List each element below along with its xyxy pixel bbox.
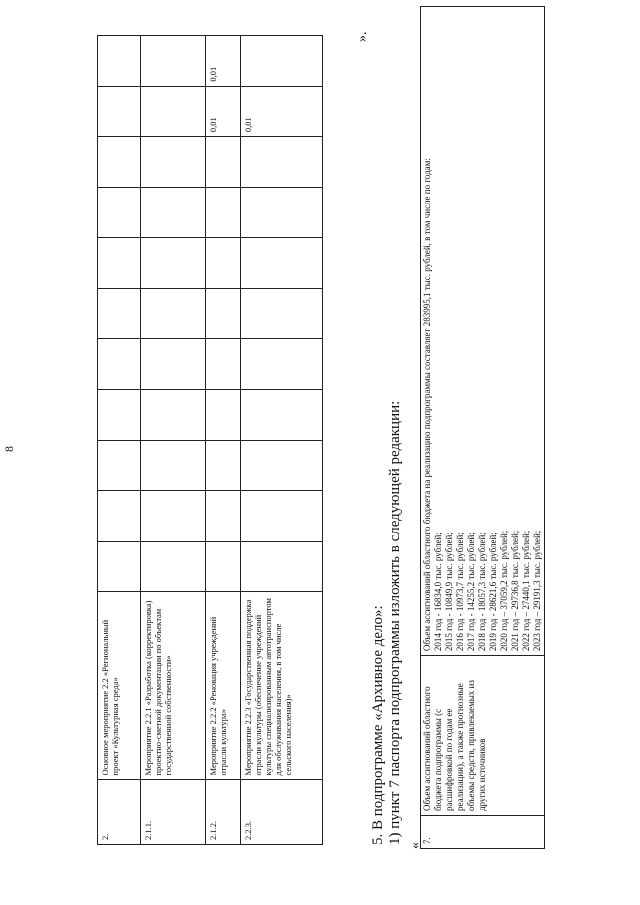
closing-quote: ». [355,31,370,42]
value-cell [241,288,323,339]
value-cell [141,339,206,390]
value-cell: 0,01 [206,86,241,137]
funding-year-line: 2018 год - 18057,3 тыс. рублей; [477,532,487,652]
row-number: 2. [98,780,141,845]
value-cell [98,86,141,137]
value-cell [98,491,141,542]
value-cell [141,389,206,440]
section-subheading: 1) пункт 7 паспорта подпрограммы изложить в следующей редакции: [387,400,403,845]
value-cell [141,238,206,289]
value-cell [141,440,206,491]
value-cell [241,238,323,289]
opening-quote: « [408,842,423,849]
value-cell [206,389,241,440]
funding-intro: Объем ассигнований областного бюджета на реализацию подпрограммы составляет 283995,1 тыс. рублей, в том числе по годам: [422,158,432,652]
value-cell [206,440,241,491]
value-cell [206,288,241,339]
table-row [206,36,241,845]
value-cell [241,137,323,188]
value-cell [141,541,206,592]
value-cell: 0,01 [241,86,323,137]
value-cell [98,389,141,440]
page-number: 8 [2,446,16,452]
value-cell [141,288,206,339]
value-cell [241,491,323,542]
table-row [98,36,141,845]
value-cell [241,36,323,87]
value-cell: 0,01 [206,36,241,87]
value-cell [206,339,241,390]
value-cell [206,491,241,542]
value-cell [98,137,141,188]
row-title: Мероприятие 2.2.3 «Государственная поддержка отрасли культуры (обеспечение учреждений культуры специализированным автотранспортом для обслуживания населения, в том числе сельского населения)» [241,592,323,780]
table-row [421,7,545,849]
value-cell [98,238,141,289]
row-title: Мероприятие 2.2.2 «Реновация учреждений отрасли культура» [206,592,241,780]
funding-year-line: 2020 год – 37059,2 тыс. рублей; [499,530,509,652]
value-cell [141,137,206,188]
value-cell [206,541,241,592]
value-cell [98,541,141,592]
value-cell [141,86,206,137]
row-number: 7. [421,816,545,849]
row-title: Мероприятие 2.2.1 «Разработка (корректировка) проектно-сметной документации по объектам государственной собственности» [141,592,206,780]
value-cell [241,541,323,592]
value-cell [241,389,323,440]
funding-cell [421,7,545,656]
row-number: 2.1.1. [141,780,206,845]
value-cell [98,339,141,390]
table-row [241,36,323,845]
funding-year-line: 2016 год - 10973,7 тыс. рублей; [455,532,465,652]
row-number: 2.1.2. [206,780,241,845]
funding-year-line: 2017 год - 14255,2 тыс. рублей; [466,532,476,652]
funding-year-line: 2022 год – 27440,1 тыс. рублей; [521,530,531,652]
value-cell [206,238,241,289]
passport-table [420,6,545,849]
value-cell [98,440,141,491]
funding-year-line: 2015 год - 10849,9 тыс. рублей; [444,532,454,652]
activities-table [97,35,323,845]
value-cell [241,187,323,238]
funding-year-line: 2021 год – 29736,8 тыс. рублей; [510,530,520,652]
value-cell [241,339,323,390]
row-label: Объем ассигнований областного бюджета подпрограммы (с расшифровкой по годам ее реализации), а также прогнозные объемы средств, привлекаемых из других источников [421,656,545,816]
value-cell [206,187,241,238]
funding-year-line: 2019 год - 28621,6 тыс. рублей; [488,532,498,652]
row-title: Основное мероприятие 2.2 «Региональный проект «Культурная среда» [98,592,141,780]
value-cell [141,36,206,87]
value-cell [241,440,323,491]
value-cell [98,187,141,238]
value-cell [206,137,241,188]
section-heading: 5. В подпрограмме «Архивное дело»: [370,605,386,845]
value-cell [98,36,141,87]
table-row [141,36,206,845]
value-cell [141,491,206,542]
value-cell [141,187,206,238]
value-cell [98,288,141,339]
row-number: 2.2.3. [241,780,323,845]
funding-year-line: 2014 год - 16834,0 тыс. рублей; [433,532,443,652]
funding-year-line: 2023 год – 29191,3 тыс. рублей; [532,530,542,652]
